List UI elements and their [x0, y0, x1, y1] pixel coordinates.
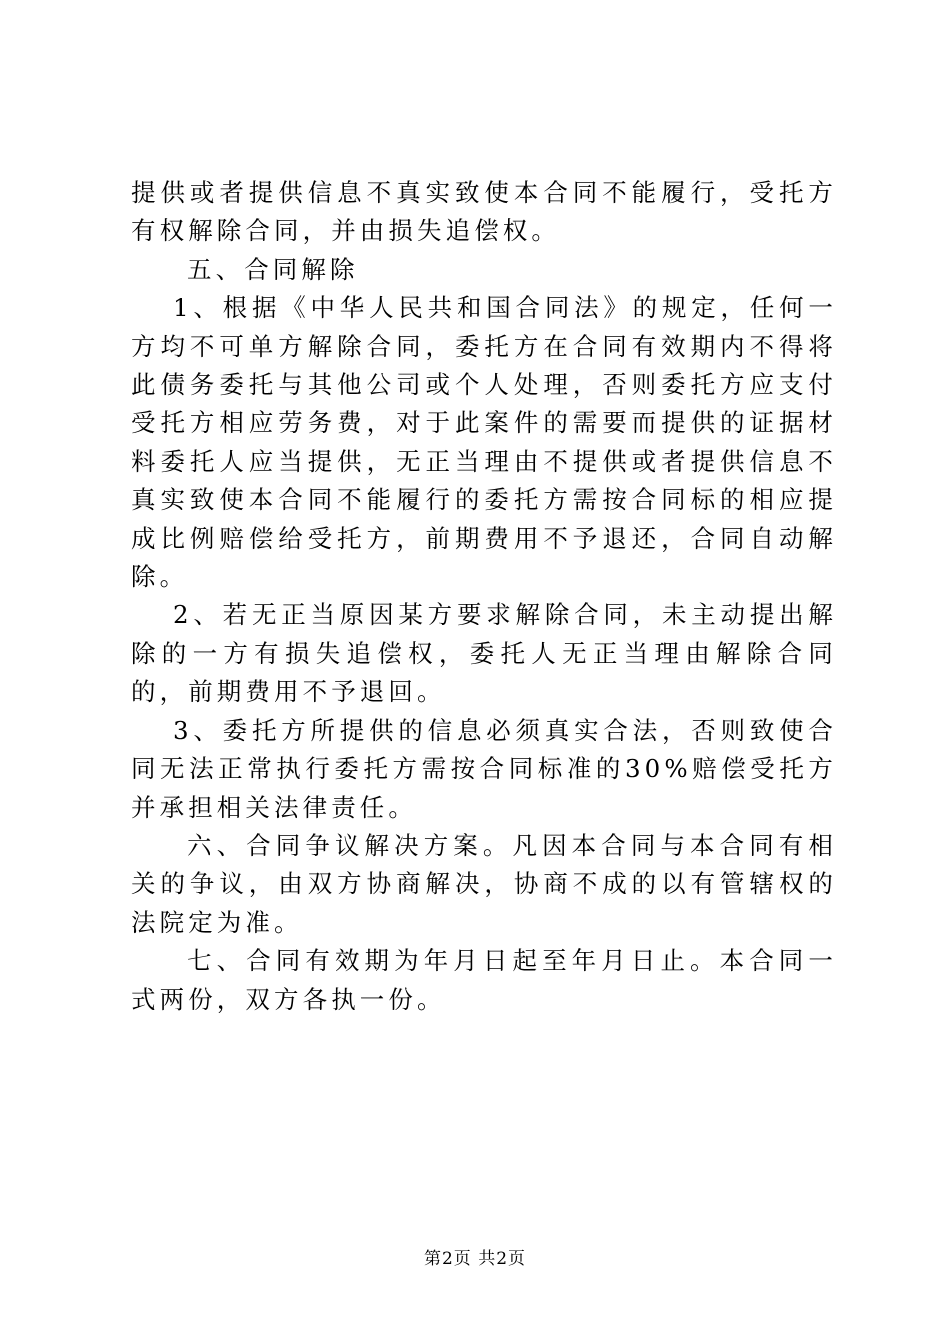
clause-termination-3: 3、委托方所提供的信息必须真实合法，否则致使合同无法正常执行委托方需按合同标准的30%赔偿受托方并承担相关法律责任。	[131, 715, 837, 822]
clause-termination-2: 2、若无正当原因某方要求解除合同，未主动提出解除的一方有损失追偿权，委托人无正当理由解除合同的，前期费用不予退回。	[131, 600, 837, 707]
section-dispute-resolution: 六、合同争议解决方案。凡因本合同与本合同有相关的争议，由双方协商解决，协商不成的以有管辖权的法院定为准。	[131, 830, 837, 937]
section-heading-termination: 五、合同解除	[187, 254, 359, 284]
section-validity-period: 七、合同有效期为年月日起至年月日止。本合同一式两份，双方各执一份。	[131, 946, 837, 1014]
page-number-footer: 第2页 共2页	[423, 1249, 527, 1269]
paragraph-continuation: 提供或者提供信息不真实致使本合同不能履行，受托方有权解除合同，并由损失追偿权。	[131, 178, 837, 246]
clause-termination-1: 1、根据《中华人民共和国合同法》的规定，任何一方均不可单方解除合同，委托方在合同有效期内不得将此债务委托与其他公司或个人处理，否则委托方应支付受托方相应劳务费，对于此案件的需要而提供的证据材料委托人应当提供，无正当理由不提供或者提供信息不真实致使本合同不能履行的委托方需按合同标的相应提成比例赔偿给受托方，前期费用不予退还，合同自动解除。	[131, 293, 837, 592]
document-body	[131, 174, 837, 1019]
